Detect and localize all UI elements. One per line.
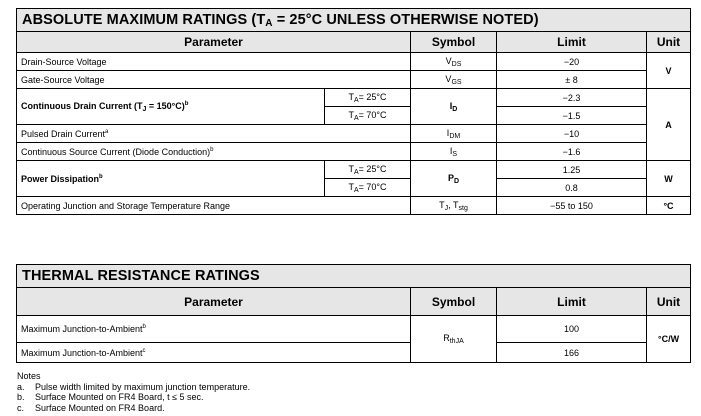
row-idm-limit: −10: [497, 125, 647, 143]
row-tj-limit: −55 to 150: [497, 197, 647, 215]
thermal-unit: °C/W: [647, 316, 691, 363]
header-limit: Limit: [497, 32, 647, 53]
row-is-symbol: $I_S$: [411, 143, 497, 161]
row-pd-param: Power Dissipation$^b$: [17, 161, 325, 197]
note-a: a. Pulse width limited by maximum junction temperature.: [17, 381, 251, 392]
row-vgs-param: Gate-Source Voltage: [17, 71, 411, 89]
note-c: c. Surface Mounted on FR4 Board.: [17, 402, 165, 413]
row-id-cond2: $T_A= 70^\circ C$: [325, 107, 411, 125]
notes-title: Notes: [17, 371, 41, 381]
header-symbol: Symbol: [411, 32, 497, 53]
row-id-cond1: $T_A= 25^\circ C$: [325, 89, 411, 107]
abs-title: [17, 9, 691, 32]
unit-amps: A: [647, 89, 691, 161]
unit-celsius: °C: [647, 197, 691, 215]
row-tj-symbol: $T_J$, $T_{stg}$: [411, 197, 497, 215]
abs-title-sub: A: [265, 17, 273, 29]
row-vds-symbol: $V_{DS}$: [411, 53, 497, 71]
row-vds-param: Drain-Source Voltage: [17, 53, 411, 71]
row-tj-param: Operating Junction and Storage Temperature Range: [17, 197, 411, 215]
unit-volts: V: [647, 53, 691, 89]
thermal-row-1-param: Maximum Junction-to-Ambient$^b$: [17, 316, 411, 343]
row-vgs-symbol: $V_{GS}$: [411, 71, 497, 89]
thermal-symbol: $R_{thJA}$: [411, 316, 497, 363]
row-pd-limit2: 0.8: [497, 179, 647, 197]
row-idm-symbol: $I_{DM}$: [411, 125, 497, 143]
thermal-resistance-table: [16, 264, 691, 363]
row-idm-param: Pulsed Drain Current$^a$: [17, 125, 411, 143]
thermal-title: THERMAL RESISTANCE RATINGS: [17, 265, 691, 288]
thermal-header-limit: Limit: [497, 288, 647, 316]
notes: [17, 371, 250, 413]
row-pd-cond1: $T_A= 25^\circ C$: [325, 161, 411, 179]
header-parameter: Parameter: [17, 32, 411, 53]
thermal-header-unit: Unit: [647, 288, 691, 316]
absolute-max-ratings-table: [16, 8, 691, 215]
thermal-row-2-limit: 166: [497, 343, 647, 363]
thermal-header-parameter: Parameter: [17, 288, 411, 316]
row-vds-limit: −20: [497, 53, 647, 71]
abs-title-suffix: = 25°C UNLESS OTHERWISE NOTED): [272, 11, 539, 28]
thermal-row-1-limit: 100: [497, 316, 647, 343]
row-vgs-limit: ± 8: [497, 71, 647, 89]
abs-title-text: ABSOLUTE MAXIMUM RATINGS (T: [22, 11, 266, 28]
row-pd-cond2: $T_A= 70^\circ C$: [325, 179, 411, 197]
row-is-param: Continuous Source Current (Diode Conduction)$^b$: [17, 143, 411, 161]
row-id-limit2: −1.5: [497, 107, 647, 125]
row-id-limit1: −2.3: [497, 89, 647, 107]
unit-watts: W: [647, 161, 691, 197]
thermal-row-2-param: Maximum Junction-to-Ambient$^c$: [17, 343, 411, 363]
thermal-header-symbol: Symbol: [411, 288, 497, 316]
row-id-symbol: $I_D$: [411, 89, 497, 125]
row-is-limit: −1.6: [497, 143, 647, 161]
row-pd-symbol: $P_D$: [411, 161, 497, 197]
row-pd-limit1: 1.25: [497, 161, 647, 179]
header-unit: Unit: [647, 32, 691, 53]
note-b: b. Surface Mounted on FR4 Board, t ≤ 5 sec.: [17, 392, 204, 402]
row-id-param: Continuous Drain Current $(T_J = 150^\circ C)^b$: [17, 89, 325, 125]
